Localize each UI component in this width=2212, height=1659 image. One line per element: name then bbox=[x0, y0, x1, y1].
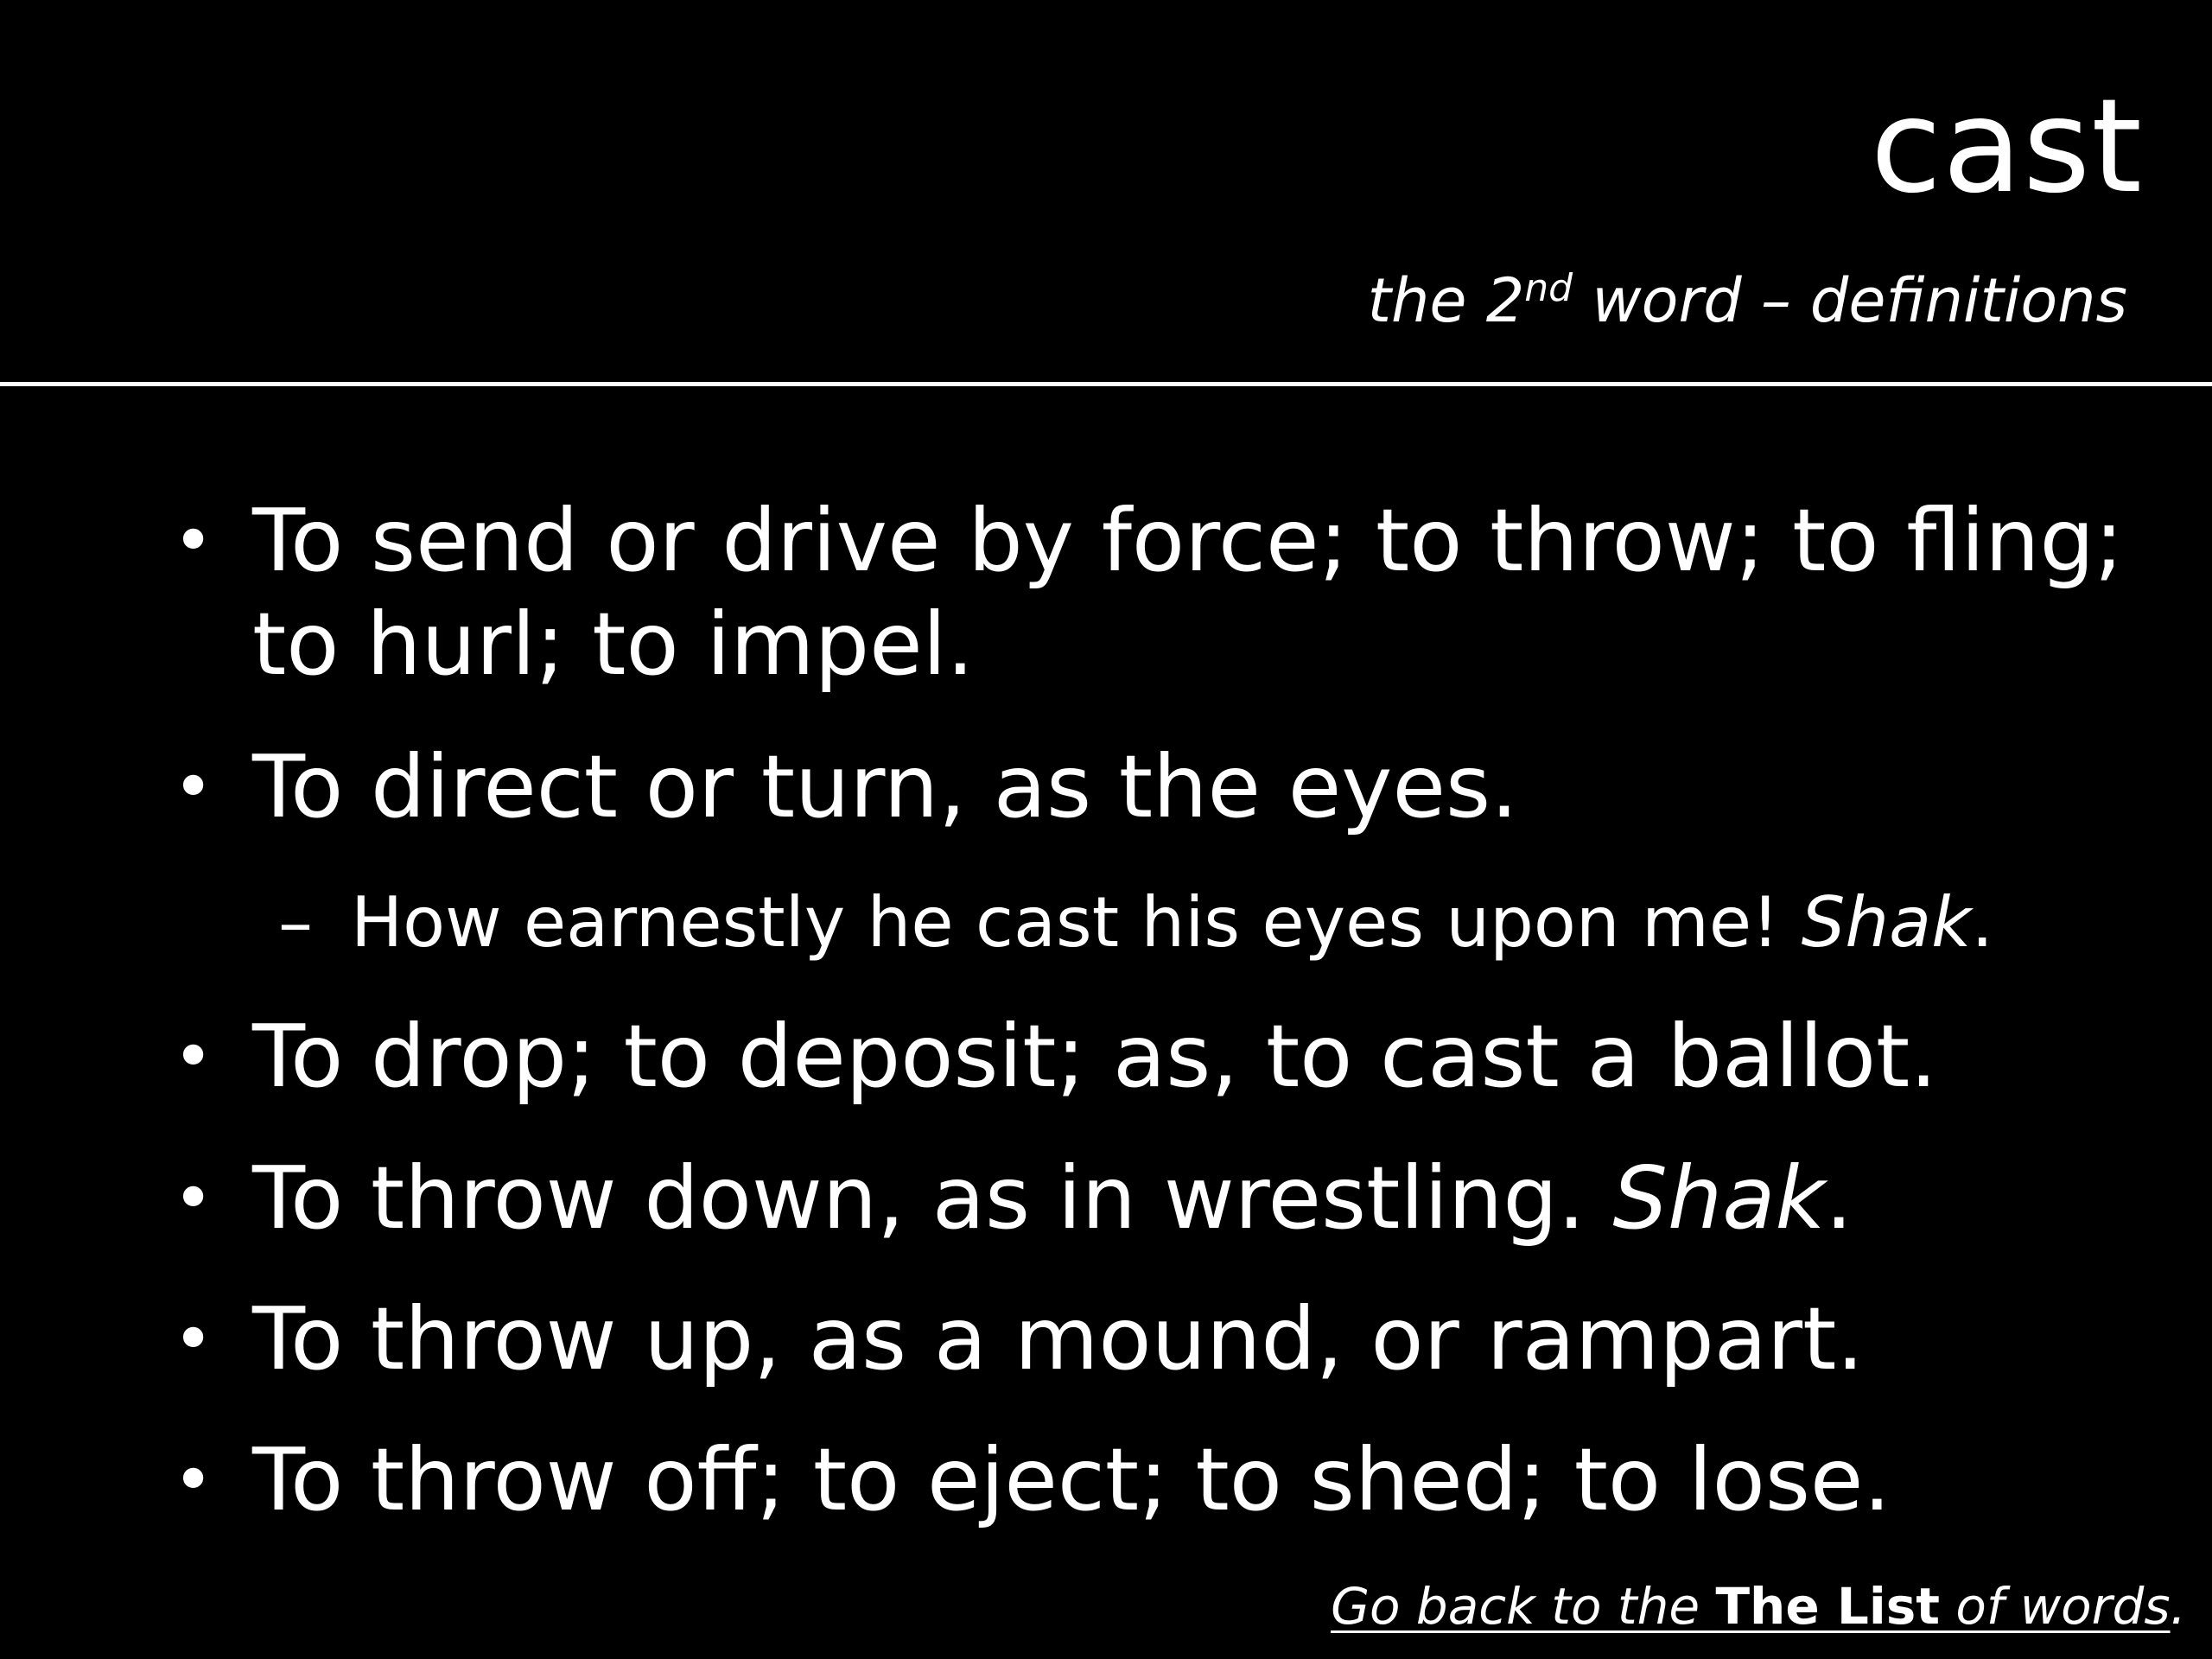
footer-suffix: of words bbox=[1939, 1577, 2171, 1636]
example-source: Shak bbox=[1801, 882, 1972, 963]
bullet-icon: • bbox=[173, 747, 214, 827]
definition-source: Shak bbox=[1612, 1147, 1826, 1249]
definition-text: To direct or turn, as the eyes. bbox=[252, 736, 1518, 837]
definition-item bbox=[173, 1005, 2153, 1109]
definition-text: To throw down, as in wrestling. bbox=[252, 1147, 1613, 1249]
definition-item bbox=[173, 1428, 2153, 1532]
dash-icon: – bbox=[278, 882, 313, 963]
definition-text: To throw off; to eject; to shed; to lose. bbox=[252, 1429, 1891, 1530]
slide-subtitle bbox=[1367, 265, 2127, 336]
example-text: How earnestly he cast his eyes upon me! bbox=[351, 882, 1802, 963]
bullet-icon: • bbox=[173, 1158, 214, 1238]
subtitle-prefix: the 2 bbox=[1367, 265, 1525, 336]
back-to-list-link[interactable] bbox=[1331, 1577, 2186, 1636]
subtitle-middle: word – bbox=[1573, 265, 1791, 336]
bullet-icon: • bbox=[173, 1016, 214, 1096]
slide-title: cast bbox=[1870, 72, 2143, 222]
definition-text-line2: to hurl; to impel. bbox=[252, 594, 975, 695]
footer-prefix: Go back to the bbox=[1331, 1577, 1716, 1636]
definition-text: To drop; to deposit; as, to cast a ballot. bbox=[252, 1006, 1938, 1107]
bullet-icon: • bbox=[173, 1299, 214, 1379]
example-quote bbox=[278, 881, 2165, 964]
definition-text-line1: To send or drive by force; to throw; to fling; bbox=[252, 490, 2124, 591]
definition-item bbox=[173, 489, 2153, 696]
bullet-icon: • bbox=[173, 1440, 214, 1520]
footer-link-bold: The List bbox=[1715, 1577, 1940, 1636]
example-trail: . bbox=[1971, 882, 1993, 963]
subtitle-suffix: definitions bbox=[1809, 265, 2127, 336]
definition-item bbox=[173, 1147, 2153, 1250]
definition-item bbox=[173, 735, 2153, 839]
subtitle-superscript: nd bbox=[1524, 266, 1573, 310]
footer-trail: . bbox=[2170, 1577, 2186, 1636]
definition-trail: . bbox=[1825, 1147, 1853, 1249]
definition-item bbox=[173, 1287, 2153, 1391]
bullet-icon: • bbox=[173, 500, 214, 581]
definition-text: To throw up, as a mound, or rampart. bbox=[252, 1288, 1865, 1389]
title-divider bbox=[0, 382, 2212, 386]
